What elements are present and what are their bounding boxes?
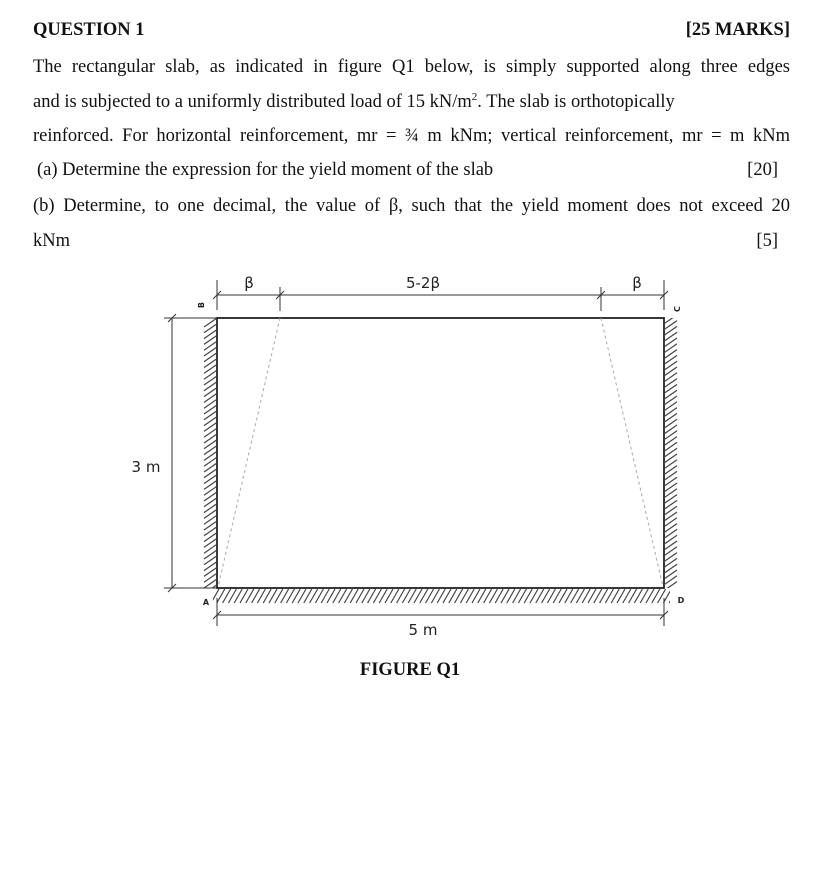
part-b-line-1: (b) Determine, to one decimal, the value of β, such that the yield moment does not exceed 20 (33, 196, 790, 216)
support-hatch-right (664, 309, 677, 591)
part-a-marks: [20] (747, 160, 778, 180)
question-title: QUESTION 1 (33, 20, 145, 40)
part-b-marks: [5] (756, 231, 778, 251)
corner-c-label: C (673, 306, 682, 312)
question-marks: [25 MARKS] (685, 20, 790, 40)
paragraph-line-1: The rectangular slab, as indicated in figure Q1 below, is simply supported along three edges (33, 57, 790, 77)
paragraph-line-3: reinforced. For horizontal reinforcement, mr = ¾ m kNm; vertical reinforcement, mr = m kNm (33, 126, 790, 146)
part-a-text: (a) Determine the expression for the yield moment of the slab (37, 160, 494, 180)
corner-d-label: D (677, 596, 685, 605)
corner-b-label: B (197, 301, 206, 309)
middle-span-label: 5-2β (405, 274, 441, 292)
beta-left-label: β (244, 274, 254, 292)
support-hatch-left (204, 318, 217, 600)
width-label: 5 m (408, 621, 438, 639)
height-label: 3 m (131, 458, 161, 476)
beta-right-label: β (632, 274, 642, 292)
paragraph-line-2-end: . The slab is orthotopically (477, 92, 675, 112)
part-b-text-end: kNm (33, 231, 70, 251)
figure-caption: FIGURE Q1 (359, 660, 461, 680)
yield-line-left (218, 318, 280, 587)
slab-outline (217, 318, 664, 588)
yield-line-right (601, 318, 663, 587)
hatch-mark-bottom (669, 589, 677, 603)
support-hatch-bottom (211, 589, 677, 603)
paragraph-line-2-main: and is subjected to a uniformly distributed load of 15 kN/m (33, 92, 472, 112)
superscript-exponent: 2 (471, 91, 478, 103)
corner-a-label: A (202, 598, 210, 607)
